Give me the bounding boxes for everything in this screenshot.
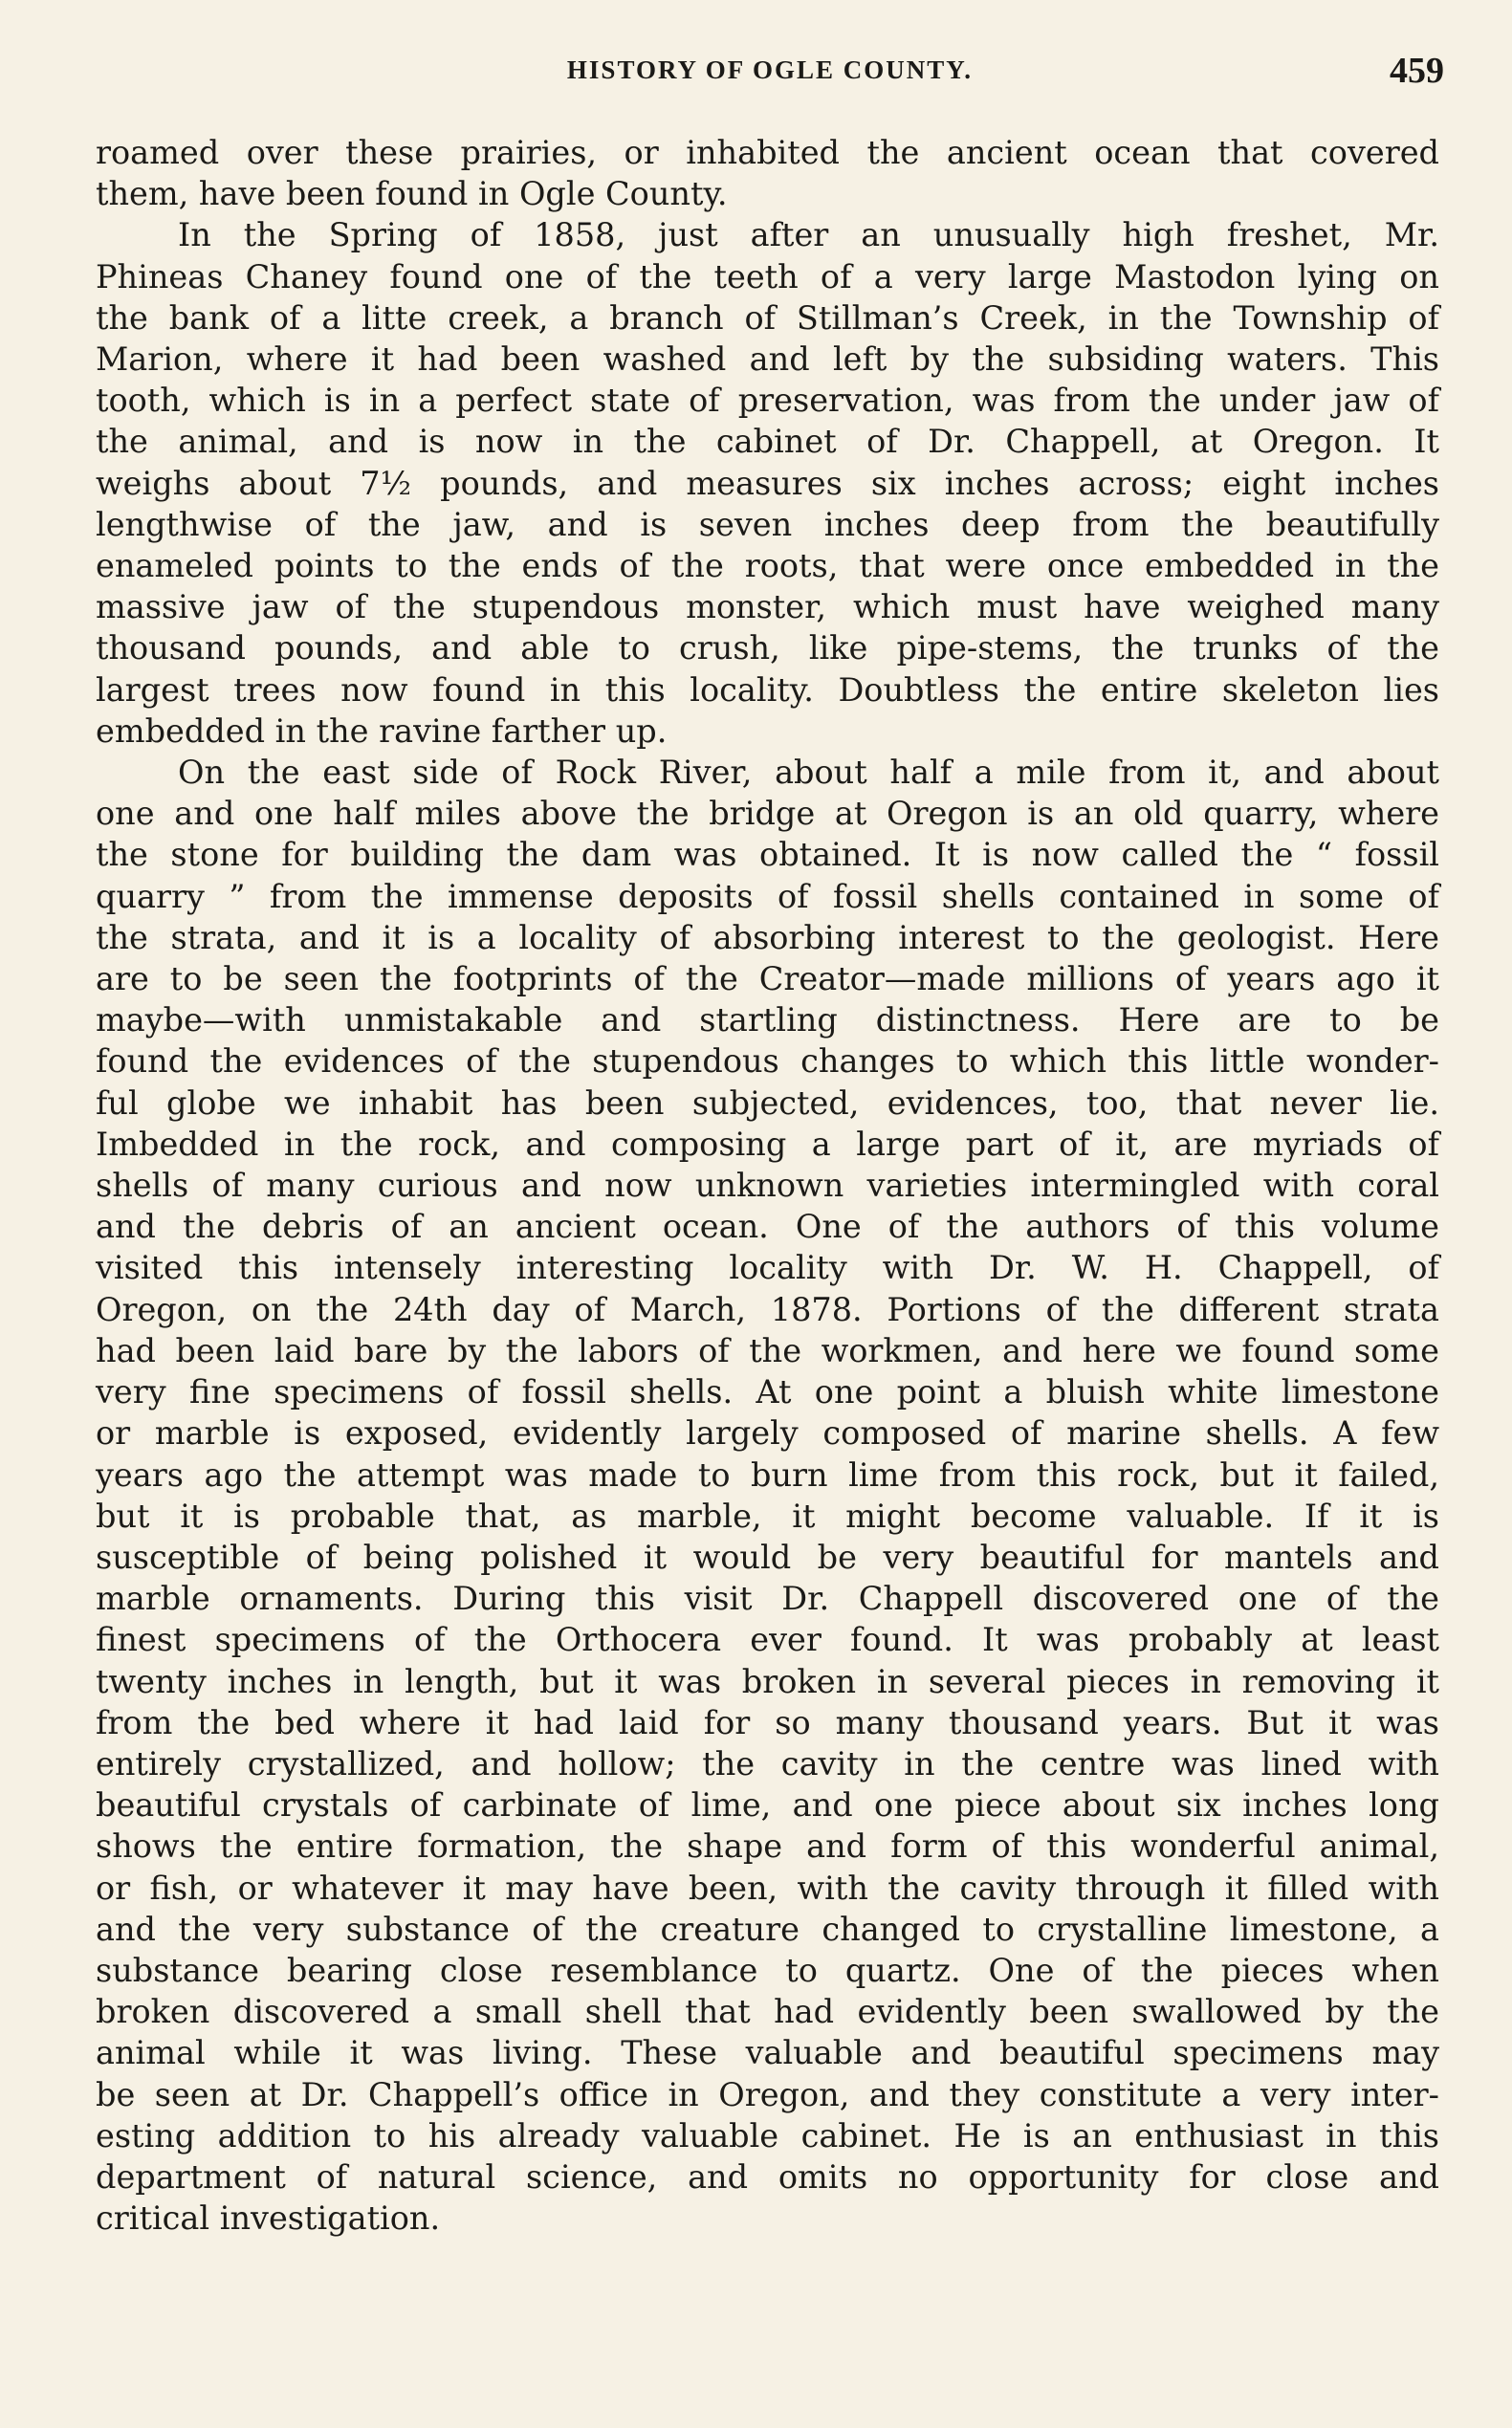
- text-line: weighs about 7½ pounds, and measures six inches across; eight inches: [96, 464, 1439, 502]
- text-line: largest trees now found in this locality. Doubtless the entire skeleton lies: [96, 670, 1439, 709]
- page-number: 459: [1390, 51, 1444, 91]
- text-line: esting addition to his already valuable cabinet. He is an enthusiast in this: [96, 2116, 1439, 2155]
- text-line: In the Spring of 1858, just after an unusually high freshet, Mr.: [178, 216, 1439, 254]
- text-line: massive jaw of the stupendous monster, which must have weighed many: [96, 588, 1439, 626]
- text-line: embedded in the ravine farther up.: [96, 711, 668, 750]
- text-line: the animal, and is now in the cabinet of Dr. Chappell, at Oregon. It: [96, 423, 1439, 461]
- text-line: lengthwise of the jaw, and is seven inches deep from the beautifully: [96, 505, 1439, 543]
- text-line: one and one half miles above the bridge at Oregon is an old quarry, where: [96, 795, 1439, 833]
- text-line: years ago the attempt was made to burn lime from this rock, but it failed,: [96, 1455, 1439, 1494]
- text-line: or marble is exposed, evidently largely composed of marine shells. A few: [96, 1414, 1439, 1453]
- text-line: the strata, and it is a locality of absorbing interest to the geologist. Here: [96, 918, 1439, 956]
- text-line: entirely crystallized, and hollow; the cavity in the centre was lined with: [96, 1744, 1439, 1783]
- text-line: but it is probable that, as marble, it might become valuable. If it is: [96, 1497, 1439, 1535]
- text-line: and the debris of an ancient ocean. One of the authors of this volume: [96, 1208, 1439, 1246]
- text-line: finest specimens of the Orthocera ever found. It was probably at least: [96, 1621, 1439, 1659]
- text-line: and the very substance of the creature changed to crystalline limestone, a: [96, 1910, 1439, 1948]
- text-line: enameled points to the ends of the roots, that were once embedded in the: [96, 547, 1439, 585]
- text-line: found the evidences of the stupendous changes to which this little wonder-: [96, 1042, 1439, 1081]
- text-line: beautiful crystals of carbinate of lime, and one piece about six inches long: [96, 1786, 1439, 1825]
- text-line: ful globe we inhabit has been subjected, evidences, too, that never lie.: [96, 1083, 1439, 1122]
- text-line: broken discovered a small shell that had evidently been swallowed by the: [96, 1993, 1439, 2031]
- paragraph: [96, 752, 1439, 2239]
- text-line: Oregon, on the 24th day of March, 1878. Portions of the different strata: [96, 1290, 1439, 1328]
- text-line: marble ornaments. During this visit Dr. Chappell discovered one of the: [96, 1580, 1439, 1618]
- text-line: Phineas Chaney found one of the teeth of a very large Mastodon lying on: [96, 257, 1439, 295]
- text-line: critical investigation.: [96, 2199, 441, 2238]
- text-line: On the east side of Rock River, about half a mile from it, and about: [178, 754, 1439, 792]
- body-text: [96, 132, 1439, 2239]
- text-line: them, have been found in Ogle County.: [96, 175, 728, 213]
- text-line: the bank of a litte creek, a branch of Stillman’s Creek, in the Township of: [96, 298, 1439, 337]
- text-line: thousand pounds, and able to crush, like pipe-stems, the trunks of the: [96, 629, 1439, 667]
- text-line: shows the entire formation, the shape and form of this wonderful animal,: [96, 1827, 1439, 1866]
- text-line: from the bed where it had laid for so many thousand years. But it was: [96, 1703, 1439, 1741]
- text-line: twenty inches in length, but it was broken in several pieces in removing it: [96, 1662, 1439, 1700]
- text-line: visited this intensely interesting locality with Dr. W. H. Chappell, of: [96, 1249, 1439, 1287]
- text-line: quarry ” from the immense deposits of fossil shells contained in some of: [96, 877, 1439, 915]
- text-line: Imbedded in the rock, and composing a large part of it, are myriads of: [96, 1125, 1439, 1163]
- text-line: Marion, where it had been washed and left by the subsiding waters. This: [96, 340, 1439, 379]
- text-line: be seen at Dr. Chappell’s office in Oregon, and they constitute a very inter-: [96, 2075, 1439, 2113]
- text-line: the stone for building the dam was obtained. It is now called the “ fossil: [96, 836, 1439, 874]
- text-line: department of natural science, and omits no opportunity for close and: [96, 2157, 1439, 2196]
- running-title: HISTORY OF OGLE COUNTY.: [566, 55, 974, 84]
- text-line: are to be seen the footprints of the Creator—made millions of years ago it: [96, 960, 1439, 998]
- running-head: [96, 50, 1444, 91]
- text-line: maybe—with unmistakable and startling distinctness. Here are to be: [96, 1001, 1439, 1039]
- text-line: shells of many curious and now unknown varieties intermingled with coral: [96, 1167, 1439, 1205]
- text-line: animal while it was living. These valuable and beautiful specimens may: [96, 2034, 1439, 2072]
- paragraph: [96, 214, 1439, 752]
- text-line: or fish, or whatever it may have been, with the cavity through it filled with: [96, 1869, 1439, 1907]
- text-line: had been laid bare by the labors of the workmen, and here we found some: [96, 1331, 1439, 1369]
- text-line: very fine specimens of fossil shells. At one point a bluish white limestone: [96, 1373, 1439, 1411]
- paragraph: [96, 132, 1439, 214]
- text-line: substance bearing close resemblance to quartz. One of the pieces when: [96, 1951, 1439, 1989]
- text-line: tooth, which is in a perfect state of preservation, was from the under jaw of: [96, 382, 1439, 420]
- text-line: susceptible of being polished it would be very beautiful for mantels and: [96, 1538, 1439, 1576]
- text-line: roamed over these prairies, or inhabited the ancient ocean that covered: [96, 134, 1439, 171]
